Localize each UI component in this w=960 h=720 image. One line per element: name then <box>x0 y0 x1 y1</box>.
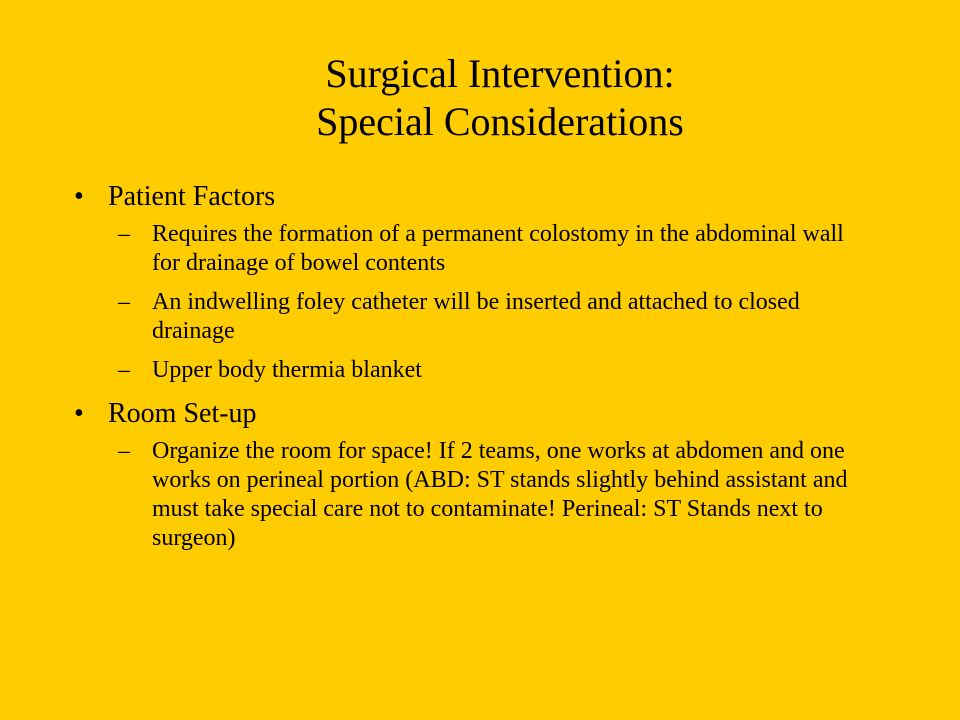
sub-bullet <box>74 220 874 278</box>
bullet-heading: Patient Factors <box>108 181 276 212</box>
slide-body <box>74 180 874 565</box>
sub-bullet <box>74 288 874 346</box>
slide-title <box>0 50 960 146</box>
dash-marker: – <box>118 221 130 247</box>
slide-title-line-1: Surgical Intervention: <box>325 51 675 96</box>
dash-marker: – <box>118 289 130 315</box>
sub-list-room-setup <box>74 437 874 553</box>
dash-marker: – <box>118 357 130 383</box>
sub-bullet-text: Requires the formation of a permanent colostomy in the abdominal wall for drainage of bowel contents <box>152 221 844 276</box>
sub-bullet-text: An indwelling foley catheter will be inserted and attached to closed drainage <box>152 289 800 344</box>
sub-bullet <box>74 437 874 553</box>
sub-list-patient-factors <box>74 220 874 385</box>
bullet-marker: • <box>74 181 84 212</box>
sub-bullet <box>74 356 874 385</box>
bullet-patient-factors <box>74 180 874 214</box>
slide-title-line-2: Special Considerations <box>316 99 684 144</box>
dash-marker: – <box>118 438 130 464</box>
bullet-heading: Room Set-up <box>108 398 257 429</box>
sub-bullet-text: Organize the room for space! If 2 teams, one works at abdomen and one works on perineal portion (ABD: ST stands slightly behind assistant and must take special care not to contaminate! Perineal: ST Stands next to surgeon) <box>152 438 848 551</box>
bullet-marker: • <box>74 398 84 429</box>
bullet-room-setup <box>74 397 874 431</box>
sub-bullet-text: Upper body thermia blanket <box>152 357 422 383</box>
